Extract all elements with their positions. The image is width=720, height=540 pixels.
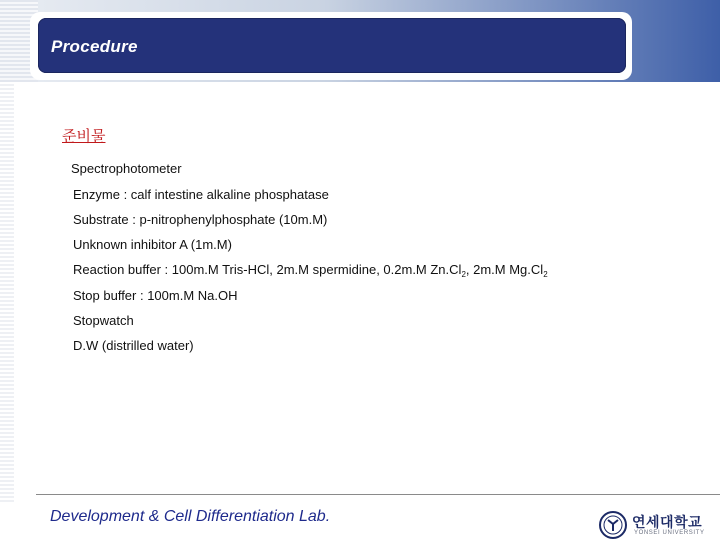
- page-title: Procedure: [51, 37, 138, 56]
- list-item: Spectrophotometer: [71, 161, 182, 176]
- content-stripes: [0, 82, 14, 502]
- list-item: Substrate : p-nitrophenylphosphate (10m.M): [73, 212, 328, 227]
- list-item: Stopwatch: [73, 313, 134, 328]
- section-heading: 준비물: [62, 128, 106, 145]
- reaction-buffer-text: , 2m.M Mg.Cl: [465, 262, 544, 277]
- footer-lab-name: Development & Cell Differentiation Lab.: [50, 508, 331, 525]
- university-seal-icon: [598, 511, 628, 539]
- reaction-buffer-text: Reaction buffer : 100m.M Tris-HCl, 2m.M spermidine, 0.2m.M Zn.Cl: [73, 262, 462, 277]
- subscript: 2: [461, 270, 466, 279]
- subscript: 2: [543, 270, 548, 279]
- list-item: [73, 262, 548, 279]
- list-item: D.W (distrilled water): [73, 338, 194, 353]
- university-logo-text: 연세대학교: [632, 514, 703, 530]
- footer-divider: [36, 494, 720, 495]
- university-logo-subtext: YONSEI UNIVERSITY: [634, 530, 705, 536]
- list-item: Stop buffer : 100m.M Na.OH: [73, 288, 238, 303]
- list-item: Unknown inhibitor A (1m.M): [73, 237, 232, 252]
- title-bar: [38, 18, 626, 73]
- list-item: Enzyme : calf intestine alkaline phosphatase: [73, 187, 329, 202]
